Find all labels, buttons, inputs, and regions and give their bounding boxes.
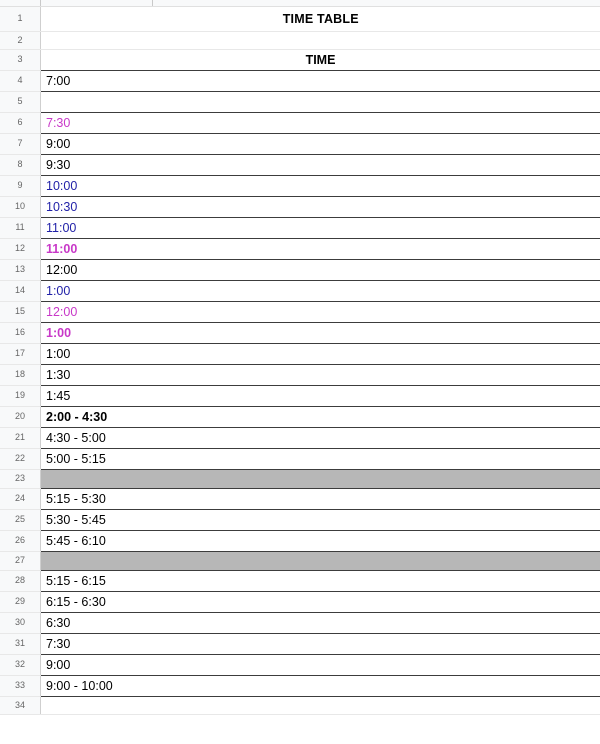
- row-number-20[interactable]: 20: [0, 406, 41, 427]
- row-number-30[interactable]: 30: [0, 612, 41, 633]
- table-row: [0, 7, 600, 31]
- cell-time-row-14[interactable]: 1:00: [41, 280, 600, 301]
- table-row: [0, 654, 600, 675]
- cell-time-row-18[interactable]: 1:30: [41, 364, 600, 385]
- cell-time-row-32[interactable]: 9:00: [41, 654, 600, 675]
- cell-time-row-19[interactable]: 1:45: [41, 385, 600, 406]
- row-number-34[interactable]: 34: [0, 696, 41, 714]
- cell-time-row-22[interactable]: 5:00 - 5:15: [41, 448, 600, 469]
- row-number-19[interactable]: 19: [0, 385, 41, 406]
- row-number-23[interactable]: 23: [0, 469, 41, 488]
- row-number-3[interactable]: 3: [0, 49, 41, 70]
- table-row: [0, 448, 600, 469]
- table-row: [0, 612, 600, 633]
- table-row: [0, 633, 600, 654]
- table-row: [0, 509, 600, 530]
- row-number-18[interactable]: 18: [0, 364, 41, 385]
- row-number-16[interactable]: 16: [0, 322, 41, 343]
- row-number-8[interactable]: 8: [0, 154, 41, 175]
- cell-time-row-33[interactable]: 9:00 - 10:00: [41, 675, 600, 696]
- table-row: [0, 301, 600, 322]
- cell-time-row-24[interactable]: 5:15 - 5:30: [41, 488, 600, 509]
- row-number-31[interactable]: 31: [0, 633, 41, 654]
- row-number-26[interactable]: 26: [0, 530, 41, 551]
- row-number-21[interactable]: 21: [0, 427, 41, 448]
- table-row: [0, 322, 600, 343]
- cell-time-row-16[interactable]: 1:00: [41, 322, 600, 343]
- page-title[interactable]: TIME TABLE: [41, 7, 600, 31]
- cell-time-row-4[interactable]: 7:00: [41, 70, 600, 91]
- table-row: [0, 364, 600, 385]
- table-row: [0, 91, 600, 112]
- table-row: [0, 427, 600, 448]
- column-divider-time-details: [152, 0, 153, 6]
- row-number-33[interactable]: 33: [0, 675, 41, 696]
- table-row: [0, 551, 600, 570]
- column-header-strip: [0, 0, 600, 7]
- table-row: [0, 196, 600, 217]
- table-row: [0, 570, 600, 591]
- row-number-13[interactable]: 13: [0, 259, 41, 280]
- cell-time-row-34[interactable]: [41, 696, 600, 714]
- table-row: [0, 696, 600, 714]
- cell-time-row-23[interactable]: [41, 469, 600, 488]
- cell-time-row-11[interactable]: 11:00: [41, 217, 600, 238]
- cell-time-row-9[interactable]: 10:00: [41, 175, 600, 196]
- cell-time-row-5[interactable]: [41, 91, 600, 112]
- table-row: [0, 112, 600, 133]
- table-row: [0, 343, 600, 364]
- cell-time-row-6[interactable]: 7:30: [41, 112, 600, 133]
- row-number-1[interactable]: 1: [0, 7, 41, 31]
- table-row: [0, 238, 600, 259]
- cell-time-row-29[interactable]: 6:15 - 6:30: [41, 591, 600, 612]
- row-number-9[interactable]: 9: [0, 175, 41, 196]
- row-number-5[interactable]: 5: [0, 91, 41, 112]
- row-number-2[interactable]: 2: [0, 31, 41, 49]
- row-number-14[interactable]: 14: [0, 280, 41, 301]
- cell-time-row-27[interactable]: [41, 551, 600, 570]
- table-row: [0, 154, 600, 175]
- cell-time-row-25[interactable]: 5:30 - 5:45: [41, 509, 600, 530]
- column-divider-gutter: [40, 0, 41, 6]
- table-row: [0, 469, 600, 488]
- row-number-29[interactable]: 29: [0, 591, 41, 612]
- cell-time-row-17[interactable]: 1:00: [41, 343, 600, 364]
- table-row: [0, 133, 600, 154]
- table-row: [0, 591, 600, 612]
- cell-time-row-15[interactable]: 12:00: [41, 301, 600, 322]
- cell-time-row-28[interactable]: 5:15 - 6:15: [41, 570, 600, 591]
- cell-time-row-8[interactable]: 9:30: [41, 154, 600, 175]
- row-number-27[interactable]: 27: [0, 551, 41, 570]
- row-number-17[interactable]: 17: [0, 343, 41, 364]
- row-number-28[interactable]: 28: [0, 570, 41, 591]
- time-table-spreadsheet: [0, 7, 600, 715]
- row-number-7[interactable]: 7: [0, 133, 41, 154]
- cell-time-row-10[interactable]: 10:30: [41, 196, 600, 217]
- table-row: [0, 70, 600, 91]
- table-row: [0, 259, 600, 280]
- row-number-11[interactable]: 11: [0, 217, 41, 238]
- row-number-22[interactable]: 22: [0, 448, 41, 469]
- row-number-4[interactable]: 4: [0, 70, 41, 91]
- cell-time-row-2[interactable]: [41, 31, 600, 49]
- cell-time-row-12[interactable]: 11:00: [41, 238, 600, 259]
- table-row: [0, 675, 600, 696]
- row-number-15[interactable]: 15: [0, 301, 41, 322]
- table-row: [0, 217, 600, 238]
- cell-time-row-26[interactable]: 5:45 - 6:10: [41, 530, 600, 551]
- table-row: [0, 488, 600, 509]
- table-row: [0, 406, 600, 427]
- row-number-6[interactable]: 6: [0, 112, 41, 133]
- table-row: [0, 280, 600, 301]
- table-row: [0, 530, 600, 551]
- table-row: [0, 385, 600, 406]
- row-number-32[interactable]: 32: [0, 654, 41, 675]
- row-number-12[interactable]: 12: [0, 238, 41, 259]
- cell-time-row-20[interactable]: 2:00 - 4:30: [41, 406, 600, 427]
- row-number-25[interactable]: 25: [0, 509, 41, 530]
- cell-time-row-7[interactable]: 9:00: [41, 133, 600, 154]
- cell-time-row-21[interactable]: 4:30 - 5:00: [41, 427, 600, 448]
- cell-time-row-31[interactable]: 7:30: [41, 633, 600, 654]
- table-row: [0, 49, 600, 70]
- table-row: [0, 175, 600, 196]
- row-number-10[interactable]: 10: [0, 196, 41, 217]
- cell-time-row-13[interactable]: 12:00: [41, 259, 600, 280]
- row-number-24[interactable]: 24: [0, 488, 41, 509]
- column-header-time[interactable]: TIME: [41, 49, 600, 70]
- table-row: [0, 31, 600, 49]
- cell-time-row-30[interactable]: 6:30: [41, 612, 600, 633]
